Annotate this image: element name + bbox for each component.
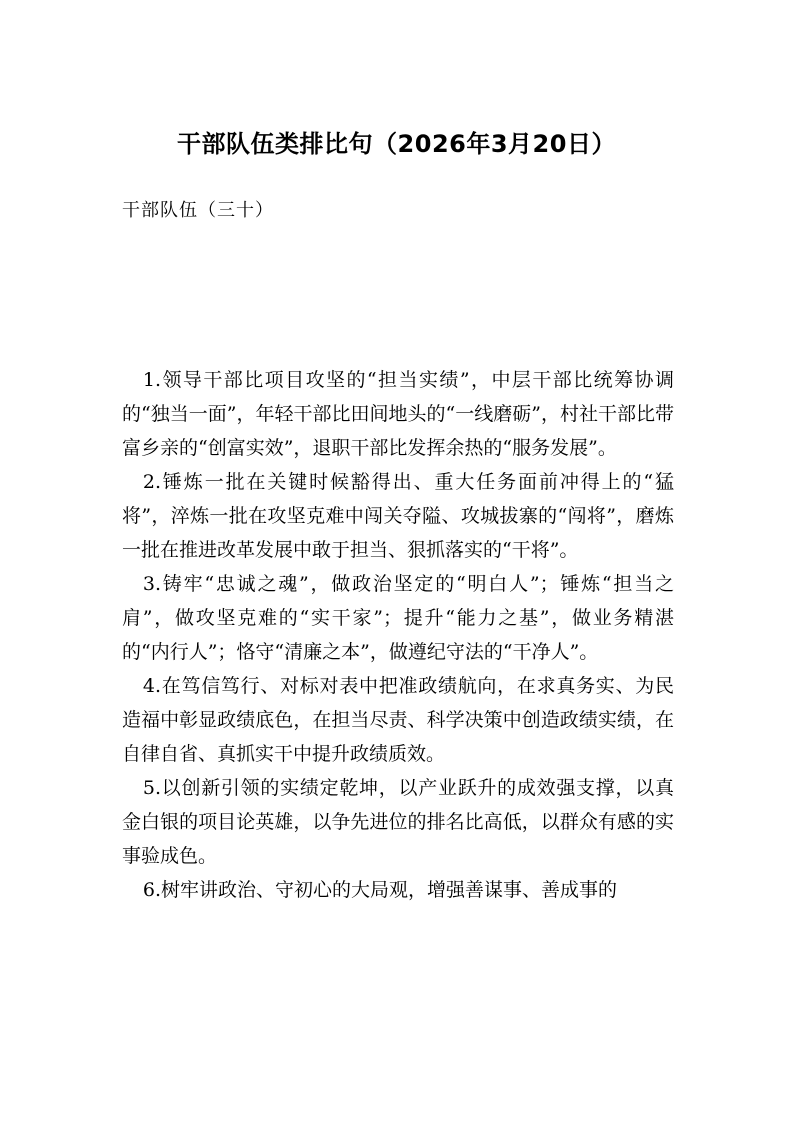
paragraph: 5.以创新引领的实绩定乾坤，以产业跃升的成效强支撑，以真金白银的项目论英雄，以争先进位的排名比高低，以群众有感的实事验成色。 <box>122 777 674 867</box>
paragraph: 4.在笃信笃行、对标对表中把准政绩航向，在求真务实、为民造福中彰显政绩底色，在担当尽责、科学决策中创造政绩实绩，在自律自省、真抓实干中提升政绩质效。 <box>122 675 674 765</box>
paragraph: 1.领导干部比项目攻坚的“担当实绩”，中层干部比统筹协调的“独当一面”，年轻干部比田间地头的“一线磨砺”，村社干部比带富乡亲的“创富实效”，退职干部比发挥余热的“服务发展”。 <box>122 369 674 459</box>
paragraph: 2.锤炼一批在关键时候豁得出、重大任务面前冲得上的“猛将”，淬炼一批在攻坚克难中闯关夺隘、攻城拔寨的“闯将”，磨炼一批在推进改革发展中敢于担当、狠抓落实的“干将”。 <box>122 471 674 561</box>
section-subtitle: 干部队伍（三十） <box>122 200 274 221</box>
document-body <box>122 363 674 907</box>
paragraph: 6.树牢讲政治、守初心的大局观，增强善谋事、善成事的 <box>142 879 618 901</box>
page-title: 干部队伍类排比句（2026年3月20日） <box>177 130 616 158</box>
paragraph: 3.铸牢“忠诚之魂”，做政治坚定的“明白人”；锤炼“担当之肩”，做攻坚克难的“实干家”；提升“能力之基”，做业务精湛的“内行人”；恪守“清廉之本”，做遵纪守法的“干净人”。 <box>122 573 674 663</box>
